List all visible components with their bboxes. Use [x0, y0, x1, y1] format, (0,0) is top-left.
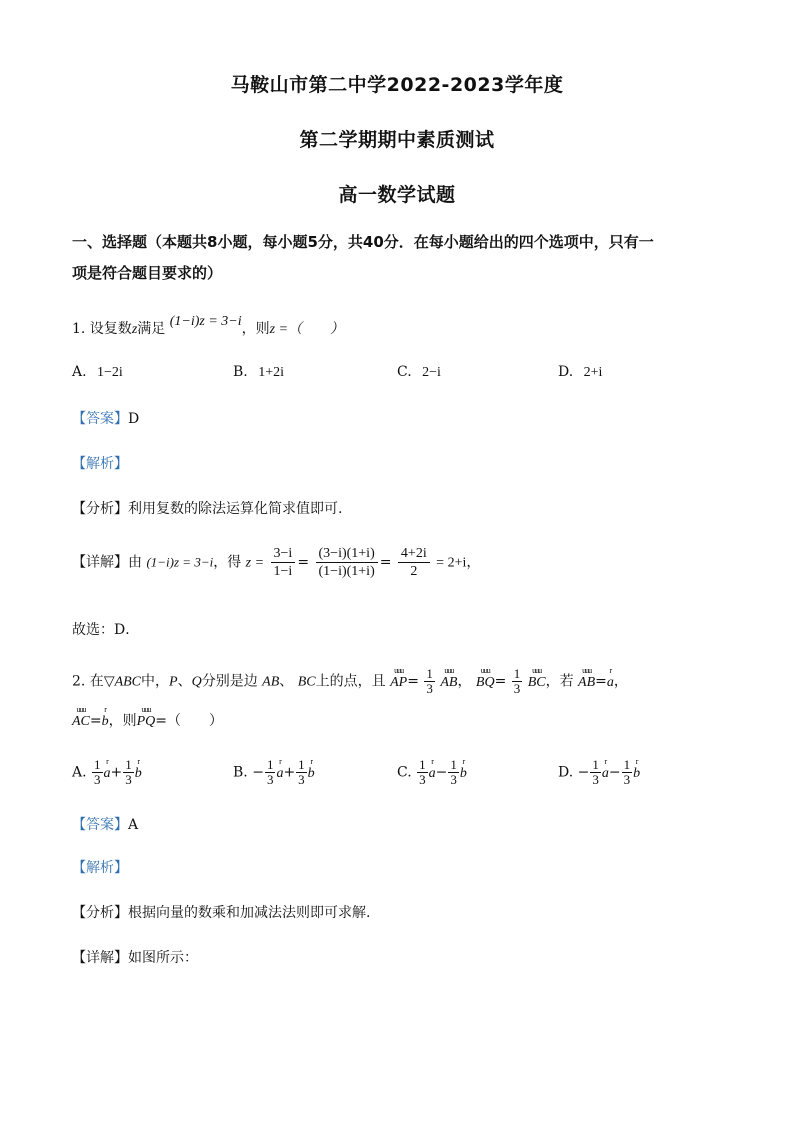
q1-stem-suffix: ，则 [241, 321, 270, 337]
q2-option-c-vec-a [428, 756, 436, 782]
q2-eq-3: = [595, 673, 607, 690]
q2-option-a-frac-2-num: 1 [125, 757, 132, 772]
q2-stem-mid3: 上的点，且 [315, 673, 386, 690]
q2-option-b-vec-b-arrow: r [310, 756, 312, 766]
q1-option-a-label: A. [72, 364, 87, 380]
q2-analysis-label: 【解析】 [72, 860, 128, 876]
q2-fenxi-tag: 【分析】 [72, 905, 128, 921]
q2-vec-ab-label: AB [440, 674, 458, 690]
q2-comma-1: ， [457, 673, 472, 690]
q2-option-c-frac-2 [448, 758, 459, 787]
q2-option-d-sign: − [608, 764, 621, 781]
q2-option-c-frac-1-num: 1 [419, 757, 426, 772]
exam-title-school: 马鞍山市第二中学2022-2023学年度 [230, 74, 564, 96]
q2-option-d-vec-a [601, 756, 609, 782]
q1-option-b-text: 1+2i [258, 365, 284, 380]
q1-frac-2 [316, 545, 378, 580]
q1-analysis-label: 【解析】 [72, 456, 128, 472]
q2-option-a-vec-b-label: b [134, 765, 142, 781]
q2-sep2: 、 [279, 673, 294, 690]
q1-stem-prefix: 1. 设复数 [72, 321, 132, 337]
q2-option-d-frac-2-den: 3 [623, 772, 631, 787]
q1-option-d-text: 2+i [583, 365, 603, 380]
q2-option-a-vec-b-arrow: r [137, 756, 140, 766]
q2-option-a-frac-2-den: 3 [125, 772, 132, 787]
q2-option-a-label: A. [72, 764, 87, 781]
q2-detail-tag: 【详解】 [72, 950, 128, 966]
q1-option-b-label: B. [233, 364, 248, 380]
q2-option-c-frac-1 [417, 758, 428, 787]
q2-detail [72, 947, 198, 967]
q1-frac-3 [398, 545, 430, 580]
q2-option-d-vec-a-arrow: r [604, 756, 607, 766]
q2-frac-1-den: 3 [426, 681, 433, 696]
q2-option-c-sign: − [435, 764, 448, 781]
q1-option-c[interactable] [397, 364, 441, 381]
q2-point-q: Q [191, 674, 202, 690]
q2-option-b-frac-1 [265, 758, 276, 787]
q2-option-d-vec-b [633, 756, 641, 782]
q2-option-b-frac-2-den: 3 [298, 772, 305, 787]
q2-option-c-vec-a-label: a [428, 765, 436, 781]
q2-option-d-frac-1 [590, 758, 601, 787]
q2-option-c-label: C. [397, 764, 412, 781]
q2-option-d-pre: − [577, 764, 590, 781]
q2-option-a-vec-a [103, 756, 111, 782]
q1-detail-equation: (1−i)z = 3−i [146, 554, 214, 570]
q2-option-c-frac-2-num: 1 [450, 757, 457, 772]
q2-side-bc: BC [297, 674, 316, 690]
q2-stem-mid4: ，若 [545, 673, 574, 690]
q2-triangle: ▽ABC [103, 674, 142, 690]
q2-vec-b [101, 705, 109, 730]
q2-answer-value: A [128, 817, 139, 833]
section-heading-line2: 项是符合题目要求的） [72, 264, 223, 282]
q2-option-d-label: D. [558, 764, 574, 781]
q2-vec-pq [136, 705, 156, 730]
q2-option-c-frac-2-den: 3 [450, 772, 457, 787]
q2-eq-1: = [407, 673, 419, 690]
q2-option-d[interactable] [558, 758, 640, 787]
q1-option-c-text: 2−i [422, 365, 441, 380]
q2-option-c-frac-1-den: 3 [419, 772, 426, 787]
q1-frac-3-den: 2 [410, 564, 418, 579]
q2-vec-a-arrow: r [609, 665, 612, 675]
q2-option-b-pre: − [252, 764, 264, 781]
q2-option-c-vec-b-arrow: r [462, 756, 465, 766]
q1-stem-ask: z =（ ） [269, 322, 345, 337]
q2-vec-ab [440, 665, 458, 691]
q2-vec-ab-2 [578, 665, 596, 691]
q2-option-a-frac-1-num: 1 [94, 757, 101, 772]
q2-vec-ab-arrow: uuu [444, 665, 454, 675]
q1-analysis-tag [72, 453, 128, 473]
q2-stem-line1 [72, 667, 628, 696]
q2-vec-bc-arrow: uuu [532, 665, 542, 675]
q2-option-a-frac-1-den: 3 [94, 772, 101, 787]
q1-answer-tag: 【答案】 [72, 411, 128, 427]
q1-frac-2-num: (3−i)(1+i) [316, 545, 378, 563]
q2-stem-line2-mid: ，则 [108, 713, 137, 729]
q1-stem [72, 314, 345, 338]
q1-detail-tag: 【详解】 [72, 554, 128, 571]
q2-stem-mid: 中， [141, 673, 170, 690]
q1-option-c-label: C. [397, 364, 412, 380]
q2-vec-pq-label: PQ [136, 714, 156, 729]
q2-option-b-vec-b-label: b [307, 765, 315, 781]
q1-option-d[interactable] [558, 364, 602, 381]
q1-stem-var: z [131, 322, 138, 337]
q2-point-p: P [169, 674, 178, 690]
q2-vec-ac-label: AC [72, 714, 90, 729]
q2-option-c-vec-a-arrow: r [431, 756, 433, 766]
q1-option-d-label: D. [558, 364, 574, 380]
q2-option-a-vec-a-arrow: r [106, 756, 108, 766]
q1-frac-1-num: 3−i [271, 545, 296, 563]
q2-stem-pre: 2. 在 [72, 673, 104, 690]
q2-option-c-vec-b [459, 756, 467, 782]
q2-option-c[interactable] [397, 758, 467, 787]
q1-frac-1 [271, 545, 296, 580]
q2-fenxi [72, 902, 370, 922]
q2-eq-2: = [494, 673, 507, 690]
q2-comma-2: ， [613, 673, 628, 690]
q2-vec-ac [72, 705, 90, 730]
q2-vec-bq-arrow: uuu [480, 665, 490, 675]
q2-side-ab: AB [262, 674, 280, 690]
exam-title-term: 第二学期期中素质测试 [299, 129, 495, 151]
q2-stem-line2 [72, 705, 224, 730]
q2-frac-1 [424, 667, 435, 696]
q2-option-b-vec-a [276, 756, 284, 782]
q2-vec-ab-2-arrow: uuu [582, 665, 592, 675]
q1-option-b[interactable] [233, 364, 284, 381]
q2-option-d-vec-a-label: a [601, 765, 609, 781]
q2-option-a-sign: + [110, 764, 123, 781]
q1-fenxi-tag: 【分析】 [72, 501, 128, 517]
q2-vec-pq-arrow: uuu [141, 705, 151, 714]
q1-answer [72, 408, 139, 428]
q2-vec-bq-label: BQ [475, 674, 495, 690]
q2-option-d-frac-1-den: 3 [592, 772, 599, 787]
q2-option-c-vec-b-label: b [459, 765, 467, 781]
q1-option-a-text: 1−2i [97, 365, 123, 380]
q2-option-b-frac-2-num: 1 [298, 757, 305, 772]
q1-detail: 【详解】由 (1−i)z = 3−i，得 z = $\frac{3-i}{1-i}$ = $\frac{(3-i)(1+i)}{(1-i)(1+i)}$ = $\frac{4+2i}{2}$ = 2+i， [72, 546, 481, 579]
q2-stem-ask: =（ ） [155, 713, 224, 729]
q2-option-d-vec-b-label: b [633, 765, 641, 781]
q2-vec-bc [527, 665, 546, 691]
q2-option-b-frac-1-den: 3 [266, 772, 274, 787]
q2-fenxi-text: 根据向量的数乘和加减法法则即可求解. [128, 905, 371, 921]
q1-frac-1-den: 1−i [273, 564, 293, 579]
q1-answer-value: D [128, 411, 140, 427]
q1-option-a[interactable] [72, 364, 123, 381]
q2-answer-tag: 【答案】 [72, 817, 128, 833]
q2-option-d-frac-2-num: 1 [623, 757, 631, 772]
q2-vec-bq [475, 665, 495, 691]
q2-sep: 、 [177, 673, 192, 690]
q1-stem-equation: (1−i)z = 3−i [169, 314, 242, 329]
q2-option-d-vec-b-arrow: r [635, 756, 638, 766]
q1-result: = 2+i [436, 555, 467, 571]
q2-option-d-frac-1-num: 1 [592, 757, 599, 772]
q2-option-b-vec-a-label: a [276, 765, 284, 781]
q2-vec-a-label: a [606, 674, 614, 690]
q2-option-b-label: B. [233, 764, 248, 781]
q2-vec-b-label: b [101, 714, 109, 729]
q2-vec-a [606, 665, 614, 691]
q2-option-a-vec-b [134, 756, 142, 782]
q2-vec-ac-arrow: uuu [76, 705, 86, 714]
q1-result-suffix: ， [466, 554, 481, 571]
q1-fenxi [72, 498, 342, 518]
q2-vec-ap [390, 665, 408, 691]
q1-stem-mid: 满足 [137, 321, 166, 337]
q1-fenxi-text: 利用复数的除法运算化简求值即可. [128, 501, 343, 517]
q1-detail-mid: ，得 [213, 554, 242, 571]
q2-frac-2 [512, 667, 523, 696]
q2-vec-bc-label: BC [527, 674, 546, 690]
q2-option-a-frac-1 [92, 758, 103, 787]
q2-option-b-frac-2 [296, 758, 307, 787]
q2-option-a[interactable] [72, 758, 142, 787]
q2-vec-ab-2-label: AB [578, 674, 596, 690]
q2-vec-ap-arrow: uuu [394, 665, 404, 675]
q2-analysis-tag [72, 857, 128, 877]
q2-answer [72, 814, 138, 834]
q2-option-a-vec-a-label: a [103, 765, 111, 781]
section-heading-line1: 一、选择题（本题共8小题，每小题5分，共40分．在每小题给出的四个选项中，只有一 [72, 233, 654, 251]
q2-option-b-vec-b [307, 756, 315, 782]
q2-vec-ap-label: AP [390, 674, 408, 690]
q2-frac-2-den: 3 [513, 681, 521, 696]
q2-frac-1-num: 1 [426, 666, 433, 681]
q1-frac-2-den: (1−i)(1+i) [318, 564, 375, 579]
q1-conclusion: 故选：D． [72, 622, 140, 638]
q1-detail-pre: 由 [128, 554, 142, 571]
q2-option-d-frac-2 [622, 758, 633, 787]
exam-title-subject: 高一数学试题 [338, 184, 456, 206]
q1-frac-3-num: 4+2i [398, 545, 430, 563]
q2-option-a-frac-2 [123, 758, 134, 787]
q2-stem-mid2: 分别是边 [201, 673, 258, 690]
q2-option-b[interactable] [233, 758, 315, 787]
q2-option-b-frac-1-num: 1 [266, 757, 274, 772]
q2-option-b-sign: + [283, 764, 296, 781]
q2-option-b-vec-a-arrow: r [279, 756, 281, 766]
q2-vec-b-arrow: r [104, 705, 106, 714]
q2-frac-2-num: 1 [513, 666, 521, 681]
q2-detail-text: 如图所示： [128, 950, 198, 966]
q2-eq-4: = [89, 713, 102, 729]
